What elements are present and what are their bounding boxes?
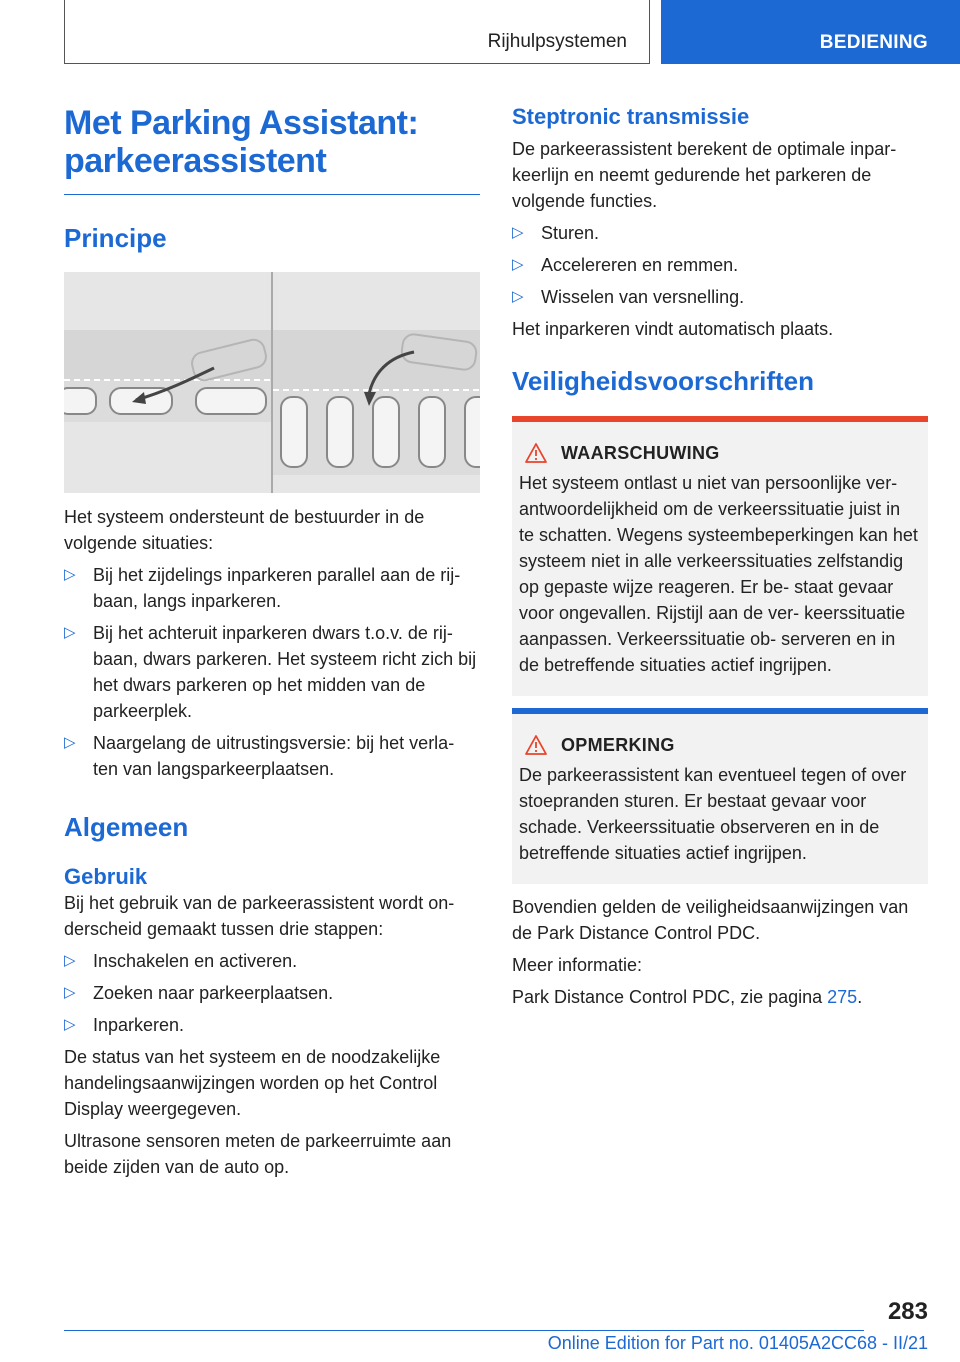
header-chapter-title: BEDIENING <box>819 32 928 53</box>
warning-header <box>519 440 920 466</box>
footer-edition: Online Edition for Part no. 01405A2CC68 - II/21 <box>547 1333 928 1353</box>
steptronic-list <box>512 220 928 310</box>
sensor-text: Ultrasone sensoren meten de parkeerruimte aan beide zijden van de auto op. <box>64 1131 452 1177</box>
status-text: De status van het systeem en de noodzakelijke handelingsaanwijzingen worden op het Control Display weergegeven. <box>64 1047 441 1119</box>
warning-box <box>512 416 928 696</box>
list-item: ▷ Bij het zijdelings inparkeren parallel aan de rij- baan, langs inparkeren. <box>64 562 480 614</box>
algemeen-heading: Algemeen <box>64 812 189 842</box>
list-item: ▷ Zoeken naar parkeerplaatsen. <box>64 980 480 1006</box>
note-box <box>512 708 928 884</box>
parking-diagram <box>64 272 480 493</box>
footer-divider <box>64 1330 864 1331</box>
page-title-line1: Met Parking Assistant: <box>64 104 419 142</box>
gebruik-text: Bij het gebruik van de parkeerassistent wordt on- derscheid gemaakt tussen drie stappen: <box>64 893 455 939</box>
page-reference-link[interactable]: 275 <box>827 987 858 1007</box>
list-item: ▷ Inparkeren. <box>64 1012 480 1038</box>
parking-illustration <box>64 272 480 493</box>
page-number: 283 <box>887 1298 928 1325</box>
warning-icon <box>525 443 547 463</box>
pdc-text: Bovendien gelden de veiligheidsaanwijzingen van de Park Distance Control PDC. <box>512 897 909 943</box>
right-column <box>512 104 928 1010</box>
steptronic-heading: Steptronic transmissie <box>512 104 750 129</box>
parallel-parked-cars <box>64 388 266 414</box>
safety-heading: Veiligheidsvoorschriften <box>512 366 814 396</box>
gebruik-heading: Gebruik <box>64 864 148 889</box>
list-item: ▷ Naargelang de uitrustingsversie: bij het verla- ten van langsparkeerplaatsen. <box>64 730 480 782</box>
warning-title: WAARSCHUWING <box>561 442 720 463</box>
header-section-title: Rijhulpsystemen <box>487 31 627 52</box>
warning-text: Het systeem ontlast u niet van persoonlijke ver- antwoordelijkheid om de verkeerssituatie juist in te schatten. Wegens systeembeperkingen kan het systeem niet in alle verkeerssituaties zelfstandig op gepaste wijze reageren. Er be- staat gevaar voor ongevallen. Rijstijl aan de ver- keerssituatie aanpassen. Verkeerssituatie ob- serveren en in de betreffende situaties actief ingrijpen. <box>519 473 918 675</box>
caution-icon <box>525 735 547 755</box>
note-title: OPMERKING <box>561 734 675 755</box>
list-item: ▷ Inschakelen en activeren. <box>64 948 480 974</box>
page-title <box>64 104 480 195</box>
steps-list <box>64 948 480 1038</box>
list-item: ▷ Sturen. <box>512 220 928 246</box>
header-chapter-tab[interactable] <box>661 0 960 64</box>
reference-line <box>512 984 928 1010</box>
steptronic-outro: Het inparkeren vindt automatisch plaats. <box>512 319 834 339</box>
principe-heading: Principe <box>64 223 167 253</box>
steptronic-intro: De parkeerassistent berekent de optimale inpar- keerlijn en neemt gedurende het parkeren de volgende functies. <box>512 139 897 211</box>
list-item: ▷ Wisselen van versnelling. <box>512 284 928 310</box>
page-title-line2: parkeerassistent <box>64 142 327 180</box>
principe-intro: Het systeem ondersteunt de bestuurder in de volgende situaties: <box>64 507 425 553</box>
header-section-box <box>64 0 650 64</box>
reference-text: Park Distance Control PDC, zie pagina <box>512 987 828 1007</box>
list-item: ▷ Bij het achteruit inparkeren dwars t.o.v. de rij- baan, dwars parkeren. Het systeem richt zich bij het dwars parkeren op het midden van de parkeerplek. <box>64 620 480 724</box>
note-text: De parkeerassistent kan eventueel tegen of over stoepranden sturen. Er bestaat gevaar voor schade. Verkeerssituatie observeren en in de betreffende situaties actief ingrijpen. <box>519 765 907 863</box>
principe-list <box>64 562 480 782</box>
list-item: ▷ Accelereren en remmen. <box>512 252 928 278</box>
more-info-label: Meer informatie: <box>512 955 643 975</box>
reference-end: . <box>857 987 863 1007</box>
left-column <box>64 104 480 1180</box>
note-header <box>519 732 920 758</box>
